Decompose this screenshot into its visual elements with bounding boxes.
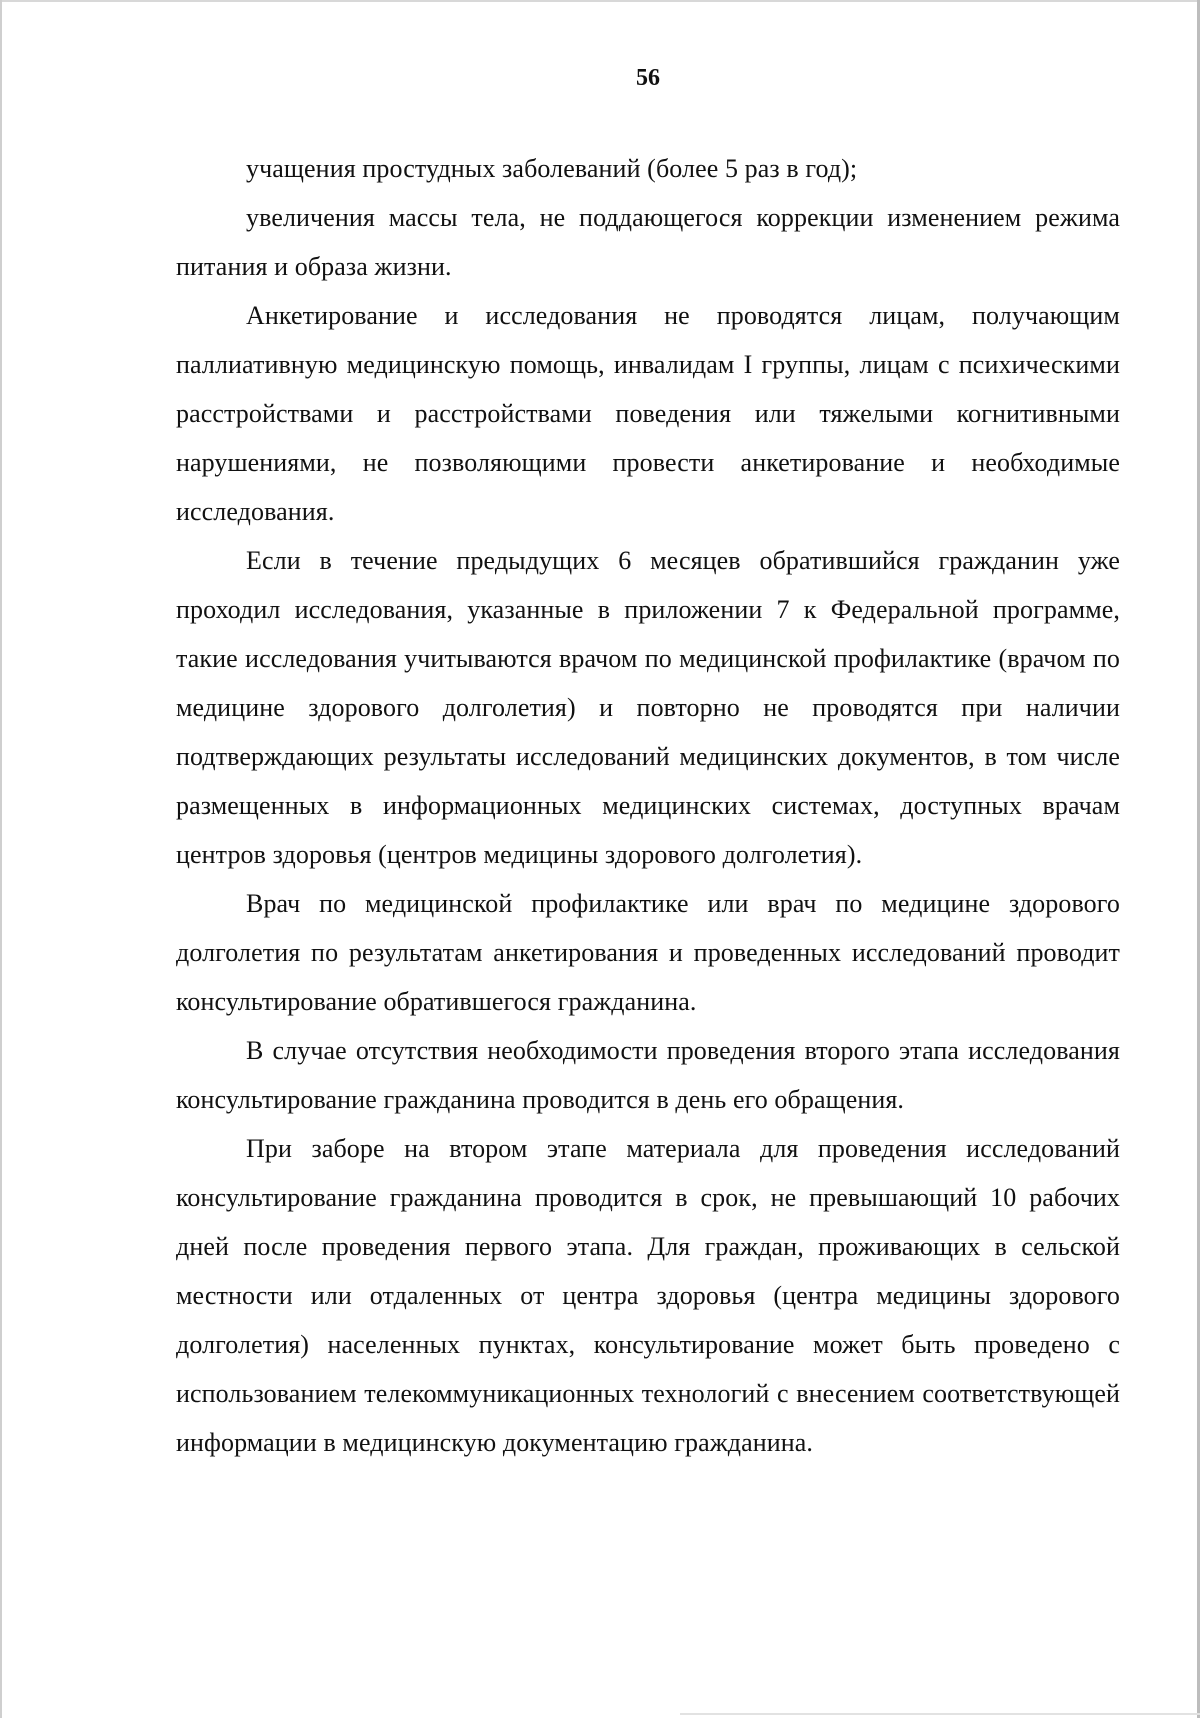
paragraph-prior-tests: Если в течение предыдущих 6 месяцев обратившийся гражданин уже проходил исследования, указанные в приложении 7 к Федеральной программе, такие исследования учитываются врачом по медицинской профилактике (врачом по медицине здорового долголетия) и повторно не проводятся при наличии подтверждающих результаты исследований медицинских документов, в том числе размещенных в информационных медицинских системах, доступных врачам центров здоровья (центров медицины здорового долголетия). [176,546,1120,869]
scan-edge-bottom [680,1713,1200,1715]
scan-edge-top [0,0,1200,2]
paragraph-consultation: Врач по медицинской профилактике или врач по медицине здорового долголетия по результатам анкетирования и проведенных исследований проводит консультирование обратившегося гражданина. [176,889,1120,1016]
paragraph-weight-gain: увеличения массы тела, не поддающегося коррекции изменением режима питания и образа жизни. [176,203,1120,281]
document-body [176,144,1120,1467]
paragraph-same-day: В случае отсутствия необходимости проведения второго этапа исследования консультирование гражданина проводится в день его обращения. [176,1036,1120,1114]
page-number: 56 [636,65,660,91]
paragraph-frequent-colds: учащения простудных заболеваний (более 5 раз в год); [246,154,858,183]
scan-edge-left [0,0,2,1718]
paragraph-second-stage: При заборе на втором этапе материала для проведения исследований консультирование гражданина проводится в срок, не превышающий 10 рабочих дней после проведения первого этапа. Для граждан, проживающих в сельской местности или отдаленных от центра здоровья (центра медицины здорового долголетия) населенных пунктах, консультирование может быть проведено с использованием телекоммуникационных технологий с внесением соответствующей информации в медицинскую документацию гражданина. [176,1134,1120,1457]
paragraph-exclusions: Анкетирование и исследования не проводятся лицам, получающим паллиативную медицинскую помощь, инвалидам I группы, лицам с психическими расстройствами и расстройствами поведения или тяжелыми когнитивными нарушениями, не позволяющими провести анкетирование и необходимые исследования. [176,301,1120,526]
